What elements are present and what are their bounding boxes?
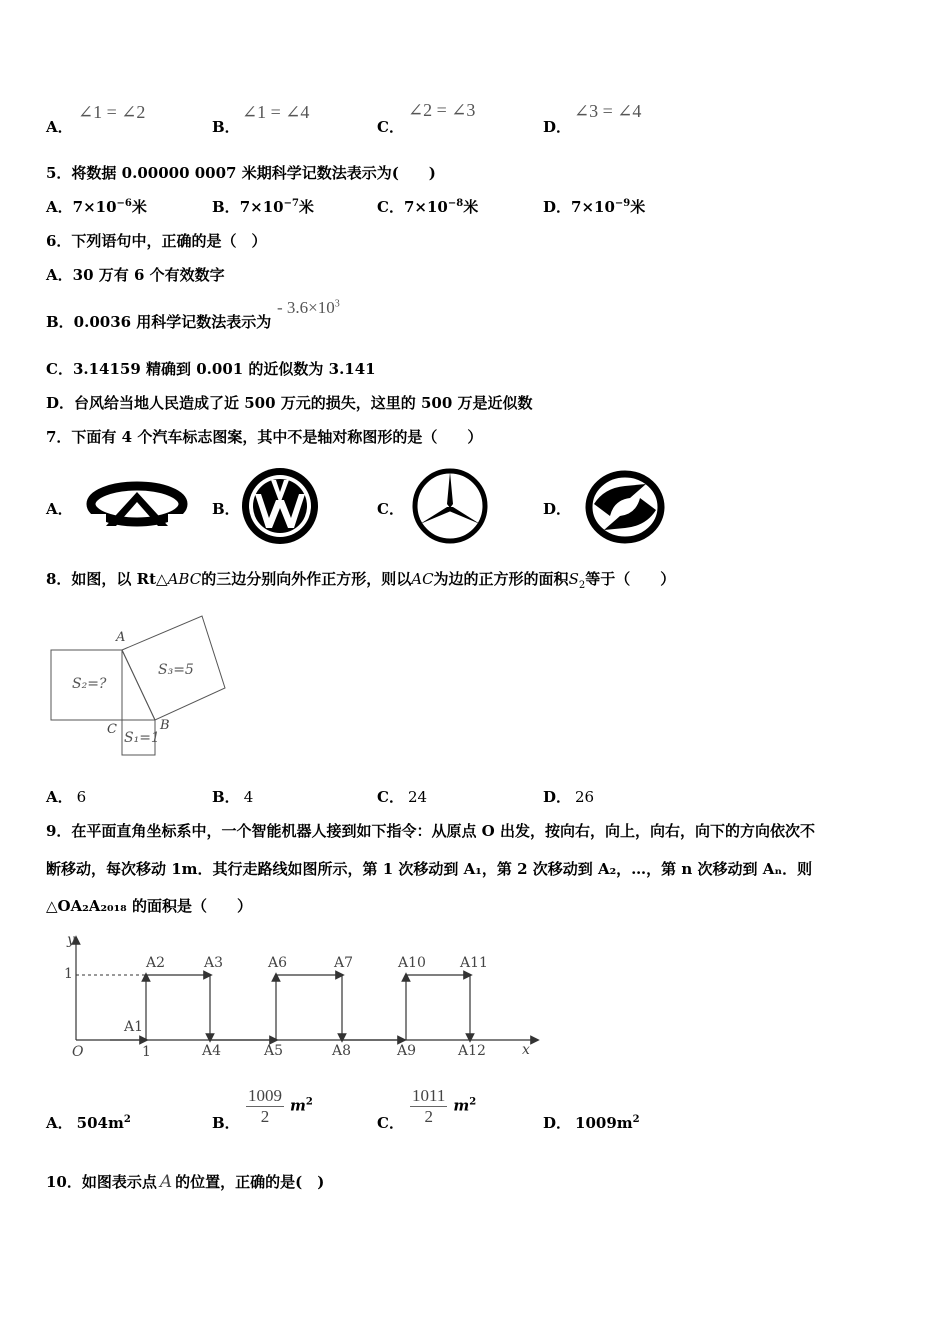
q4-option-d-value: ∠3 = ∠4	[574, 101, 642, 121]
q9-label-a8: A8	[332, 1043, 352, 1059]
infiniti-logo	[86, 482, 188, 530]
q9-option-a[interactable]: A． $504m^2$	[46, 1114, 131, 1132]
q9-line2: 断移动，每次移动 1m．其行走路线如图所示，第 1 次移动到 A₁，第 2 次移动到 A₂，…，第 n 次移动到 Aₙ．则	[46, 860, 813, 878]
q9-label-a5: A5	[264, 1043, 284, 1059]
q8-option-c[interactable]: C． 24	[377, 788, 428, 806]
q5-option-c[interactable]: C．$7\times 10^{-8}$米	[377, 198, 479, 216]
q8-label-c: C	[107, 722, 117, 737]
q4-option-c[interactable]: C．	[377, 118, 404, 136]
q6-option-b-math: - $3.6\times 10^3$	[277, 298, 340, 317]
q4-option-a[interactable]: A．	[46, 118, 73, 136]
q6-option-a[interactable]: A．30 万有 6 个有效数字	[46, 266, 225, 284]
q6-option-d[interactable]: D．台风给当地人民造成了近 500 万元的损失，这里的 500 万是近似数	[46, 394, 533, 412]
q9-option-c[interactable]: C．	[377, 1114, 404, 1132]
q8-option-b[interactable]: B． 4	[212, 788, 254, 806]
q8-label-s3: S₃=5	[158, 662, 194, 678]
q6-option-b[interactable]: B．0.0036 用科学记数法表示为	[46, 313, 272, 331]
q5-stem: 5．将数据 0.00000 0007 米期科学记数法表示为( )	[46, 164, 436, 182]
q4-option-c-value: ∠2 = ∠3	[408, 100, 476, 120]
q6-stem: 6．下列语句中，正确的是（ ）	[46, 232, 267, 250]
q9-label-a9: A9	[397, 1043, 417, 1059]
q9-option-d[interactable]: D． $1009m^2$	[543, 1114, 640, 1132]
q5-option-b[interactable]: B．$7\times 10^{-7}$米	[212, 198, 314, 216]
q10-stem: 10．如图表示点 A 的位置，正确的是( )	[46, 1172, 325, 1192]
dongfeng-logo	[584, 470, 666, 544]
q7-option-a[interactable]: A．	[46, 500, 73, 518]
q5-option-a[interactable]: A．$7\times 10^{-6}$米	[46, 198, 147, 216]
q9-line3: △OA₂A₂₀₁₈ 的面积是（ ）	[46, 897, 252, 915]
q4-option-a-value: ∠1 = ∠2	[78, 102, 146, 122]
mercedes-logo	[410, 466, 490, 546]
q9-origin: O	[72, 1044, 84, 1060]
q9-axis-y: y	[67, 932, 75, 948]
q9-label-a10: A10	[398, 955, 426, 971]
q9-label-a3: A3	[204, 955, 224, 971]
q4-option-b[interactable]: B．	[212, 118, 240, 136]
q9-line1: 9．在平面直角坐标系中，一个智能机器人接到如下指令：从原点 O 出发，按向右，向上，向右，向下的方向依次不	[46, 822, 815, 840]
q9-label-a4: A4	[202, 1043, 222, 1059]
q9-label-a2: A2	[146, 955, 166, 971]
q9-tick-x1: 1	[142, 1044, 151, 1060]
q8-option-d[interactable]: D． 26	[543, 788, 595, 806]
q4-option-d[interactable]: D．	[543, 118, 572, 136]
q9-option-c-frac: $\frac{1011}{2}$ $m^2$	[412, 1086, 477, 1126]
q9-tick-y1: 1	[64, 966, 73, 982]
q7-stem: 7．下面有 4 个汽车标志图案，其中不是轴对称图形的是（ ）	[46, 428, 483, 446]
q7-option-b[interactable]: B．	[212, 500, 240, 518]
q9-option-b-frac: $\frac{1009}{2}$ $m^2$	[248, 1086, 313, 1126]
q7-option-d[interactable]: D．	[543, 500, 572, 518]
q4-option-b-value: ∠1 = ∠4	[242, 102, 310, 122]
q6-option-c[interactable]: C．3.14159 精确到 0.001 的近似数为 3.141	[46, 360, 376, 378]
q8-option-a[interactable]: A． 6	[46, 788, 87, 806]
q8-label-s2: S₂=?	[72, 676, 107, 692]
q9-axis-x: x	[522, 1042, 530, 1058]
q9-label-a12: A12	[458, 1043, 486, 1059]
q5-option-d[interactable]: D．$7\times 10^{-9}$米	[543, 198, 646, 216]
q8-label-s1: S₁=1	[124, 730, 160, 746]
q7-option-c[interactable]: C．	[377, 500, 404, 518]
q8-stem: 8．如图，以 Rt△ABC的三边分别向外作正方形，则以AC为边的正方形的面积$S_2$等于（ ）	[46, 570, 676, 591]
q9-label-a11: A11	[460, 955, 488, 971]
q8-label-a: A	[116, 630, 126, 645]
q9-option-b[interactable]: B．	[212, 1114, 240, 1132]
q9-label-a7: A7	[334, 955, 354, 971]
q9-label-a1: A1	[124, 1019, 144, 1035]
q8-label-b: B	[160, 718, 170, 733]
q9-label-a6: A6	[268, 955, 288, 971]
volkswagen-logo	[240, 466, 320, 546]
